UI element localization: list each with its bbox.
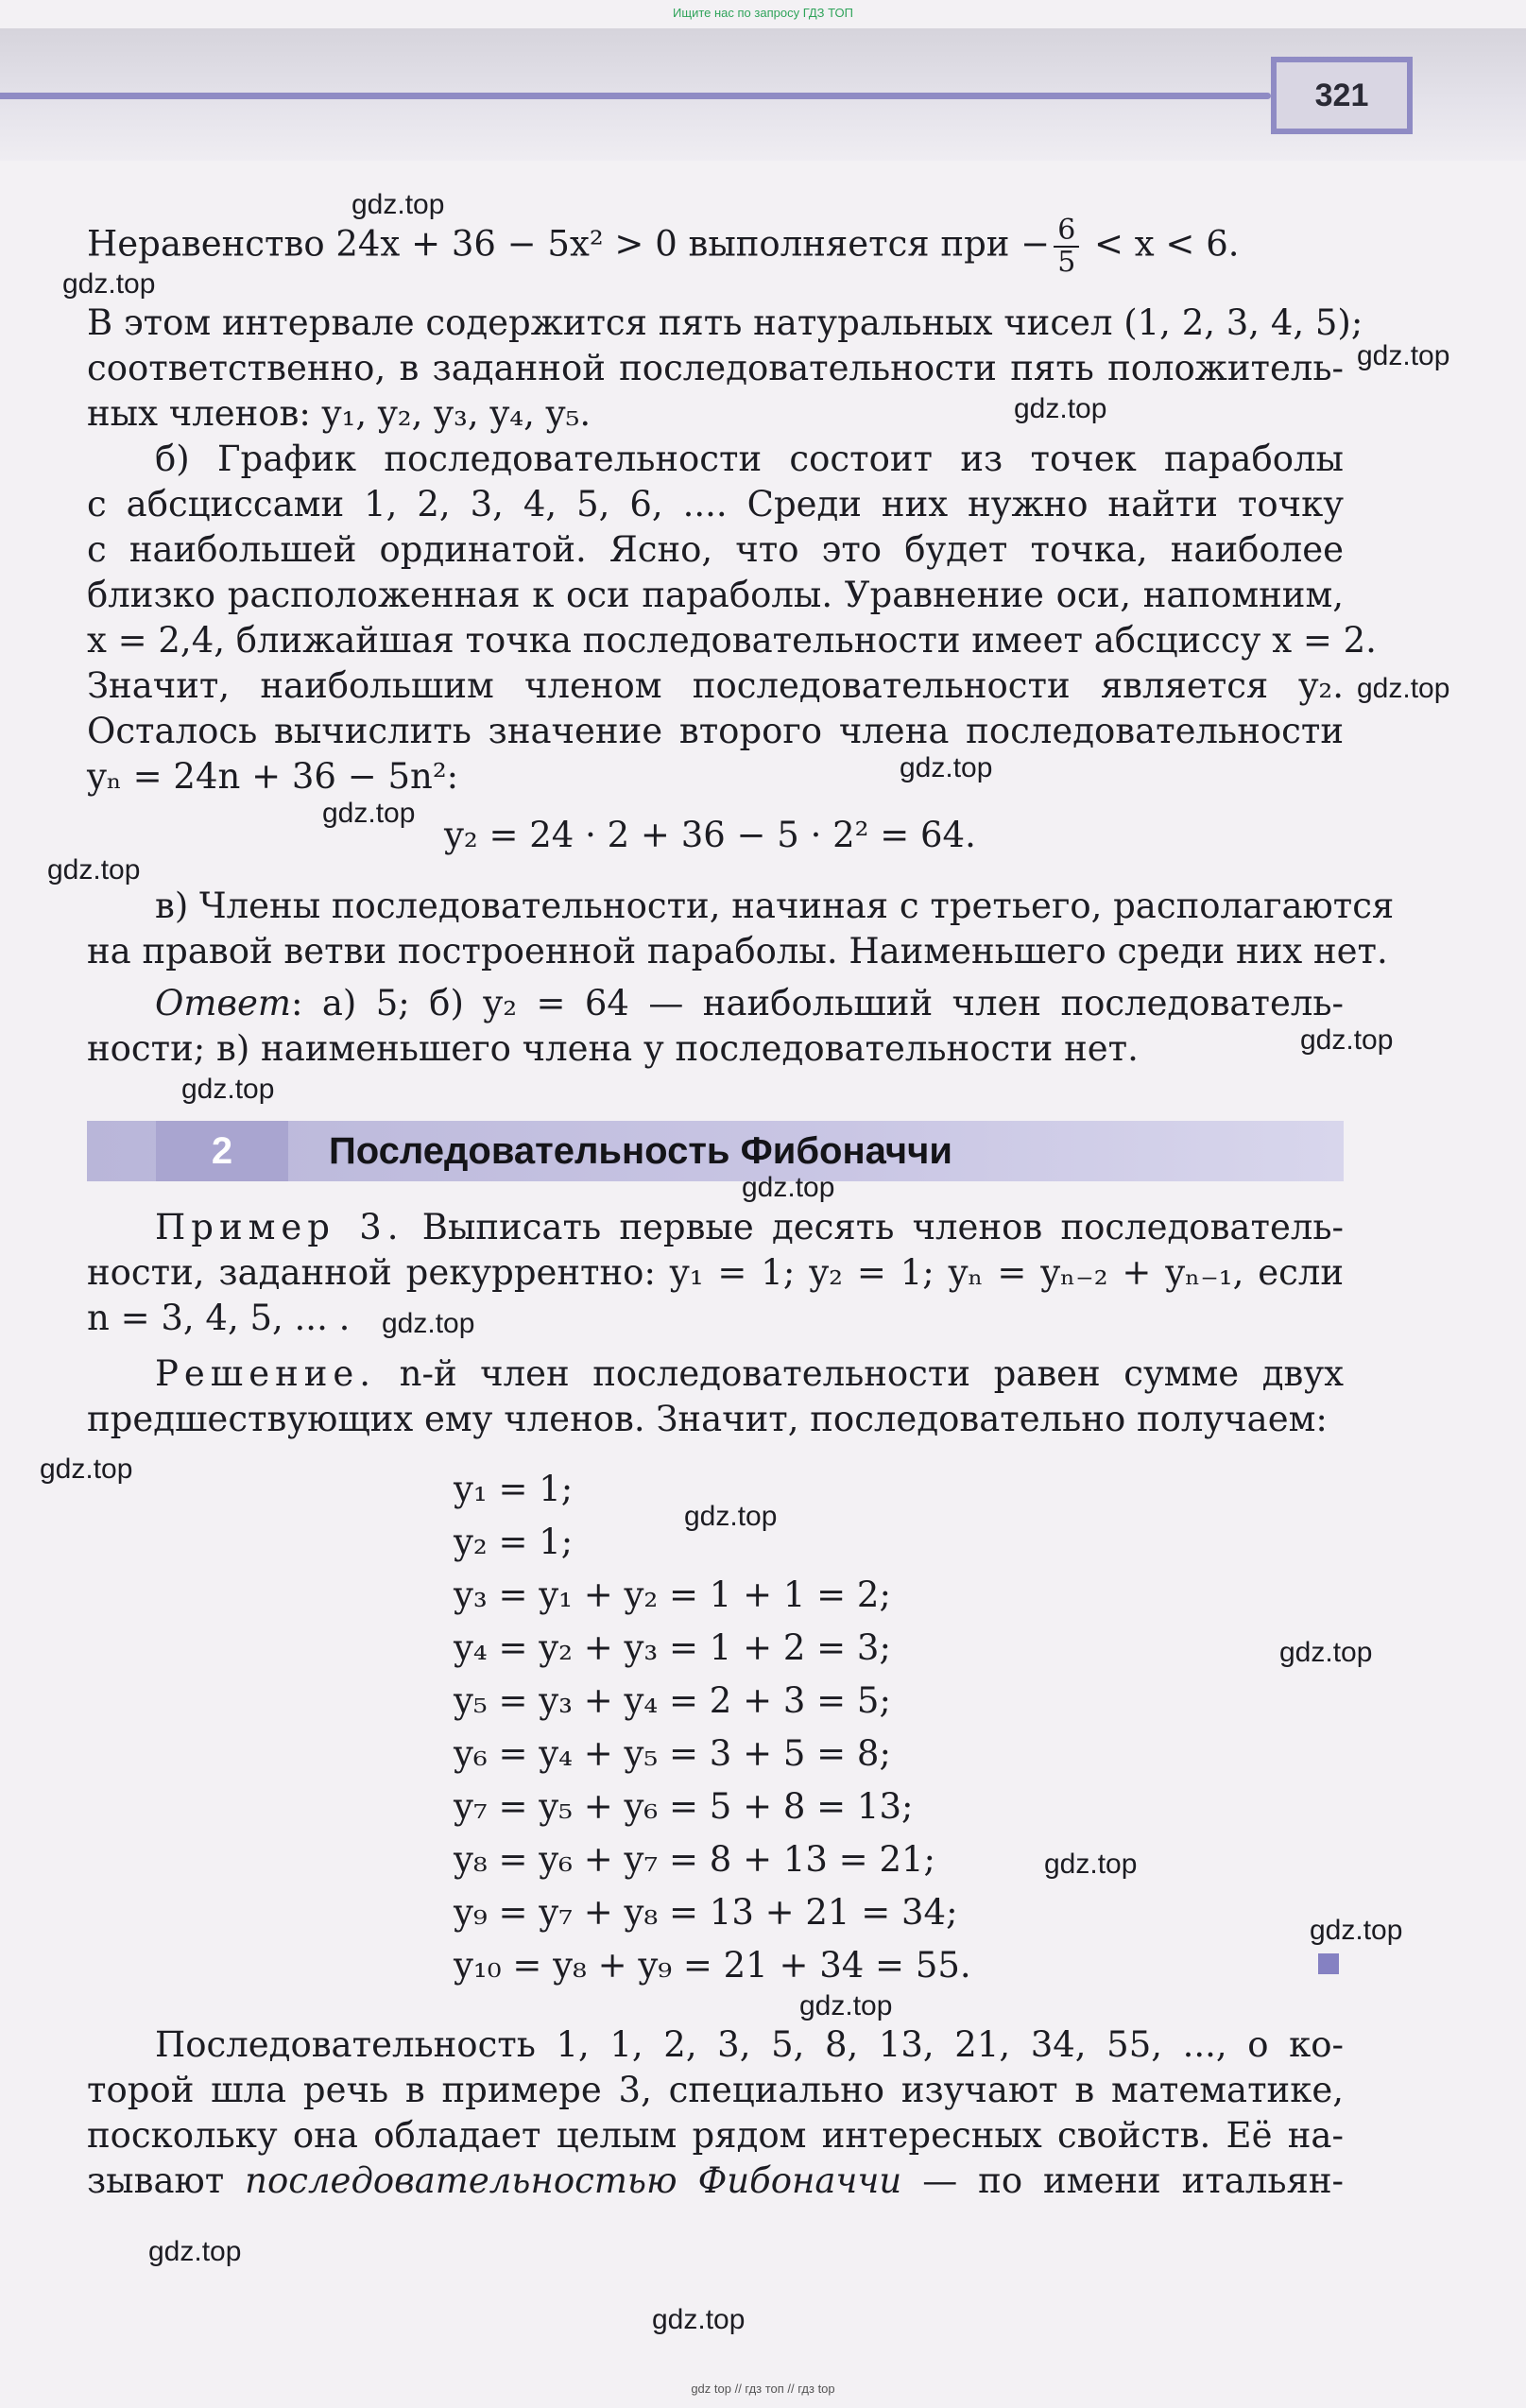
text-line: в) Члены последовательности, начиная с третьего, располагаются [155, 886, 1395, 926]
top-note: Ищите нас по запросу ГДЗ ТОП [673, 6, 853, 20]
inequality-text: Неравенство 24x + 36 − 5x² > 0 выполняется при − [87, 223, 1051, 265]
fraction [1054, 215, 1079, 278]
text-line: с абсциссами 1, 2, 3, 4, 5, 6, .... Среди них нужно найти точку [87, 484, 1344, 525]
solution-block [87, 1351, 1344, 1442]
text-fragment: зывают [87, 2160, 246, 2201]
watermark: gdz.top [351, 189, 445, 220]
watermark: gdz.top [1279, 1637, 1373, 1668]
sequence-line: y₁₀ = y₈ + y₉ = 21 + 34 = 55. [454, 1945, 971, 1986]
solution-text: n-й член последовательности равен сумме двух [376, 1353, 1344, 1394]
inequality-text-end: < x < 6. [1083, 223, 1240, 265]
watermark: gdz.top [62, 268, 156, 300]
paragraph-graph [87, 437, 1377, 800]
text-line: ных членов: y₁, y₂, y₃, y₄, y₅. [87, 393, 592, 434]
watermark: gdz.top [652, 2304, 746, 2335]
fraction-numerator: 6 [1054, 215, 1079, 248]
watermark: gdz.top [799, 1990, 893, 2021]
text-line: В этом интервале содержится пять натуральных чисел (1, 2, 3, 4, 5); [87, 302, 1363, 343]
sequence-line: y₅ = y₃ + y₄ = 2 + 3 = 5; [454, 1680, 891, 1721]
fibonacci-term: последовательностью Фибоначчи [245, 2160, 902, 2201]
solution-line [87, 1351, 1344, 1397]
footer-note: gdz top // гдз топ // гдз top [691, 2382, 835, 2396]
inequality-line [87, 214, 1344, 279]
answer-text: : а) 5; б) y₂ = 64 — наибольший член последователь- [290, 983, 1344, 1023]
text-line: с наибольшей ординатой. Ясно, что это будет точка, наиболее [87, 529, 1344, 570]
watermark: gdz.top [1044, 1849, 1138, 1880]
watermark: gdz.top [1357, 673, 1450, 704]
text-line: Значит, наибольшим членом последовательности является y₂. [87, 665, 1344, 706]
watermark: gdz.top [40, 1453, 133, 1485]
answer-line [87, 981, 1344, 1026]
watermark: gdz.top [47, 854, 141, 886]
text-line: n = 3, 4, 5, ... . [87, 1298, 351, 1338]
text-line: поскольку она обладает целым рядом интересных свойств. Её на- [87, 2115, 1344, 2156]
watermark: gdz.top [900, 752, 993, 783]
example-label: Пример 3. [155, 1207, 404, 1247]
text-line: торой шла речь в примере 3, специально изучают в математике, [87, 2070, 1344, 2110]
text-line: на правой ветви построенной параболы. Наименьшего среди них нет. [87, 931, 1388, 972]
equation-y2: y₂ = 24 · 2 + 36 − 5 · 2² = 64. [444, 815, 976, 855]
paragraph-interval [87, 301, 1363, 437]
text-line: б) График последовательности состоит из точек параболы [155, 439, 1344, 479]
watermark: gdz.top [742, 1172, 835, 1203]
watermark: gdz.top [1310, 1915, 1403, 1946]
solution-label: Решение. [155, 1353, 377, 1394]
header-rule [0, 93, 1271, 99]
section-number: 2 [156, 1121, 288, 1181]
text-line: предшествующих ему членов. Значит, последовательно получаем: [87, 1399, 1328, 1439]
section-title: Последовательность Фибоначчи [329, 1130, 952, 1172]
watermark: gdz.top [1014, 393, 1107, 424]
example-line [87, 1205, 1344, 1250]
answer-label: Ответ [155, 983, 291, 1023]
text-line: yₙ = 24n + 36 − 5n²: [87, 756, 459, 797]
text-fragment: — по имени итальян- [901, 2160, 1344, 2201]
page-number: 321 [1271, 57, 1413, 134]
answer-block [87, 981, 1344, 1072]
watermark: gdz.top [684, 1501, 778, 1532]
sequence-line: y₂ = 1; [454, 1522, 574, 1562]
paragraph-right-branch [87, 884, 1395, 974]
text-line: Последовательность 1, 1, 2, 3, 5, 8, 13, 21, 34, 55, ..., о ко- [155, 2024, 1344, 2065]
sequence-line: y₆ = y₄ + y₅ = 3 + 5 = 8; [454, 1733, 891, 1774]
example-text: Выписать первые десять членов последователь- [403, 1207, 1344, 1247]
text-line: Осталось вычислить значение второго члена последовательности [87, 711, 1344, 751]
paragraph-fibonacci [87, 2022, 1344, 2204]
watermark: gdz.top [1300, 1024, 1394, 1056]
example-block [87, 1205, 1344, 1341]
sequence-line: y₉ = y₇ + y₈ = 13 + 21 = 34; [454, 1892, 958, 1933]
sequence-line: y₄ = y₂ + y₃ = 1 + 2 = 3; [454, 1627, 891, 1668]
sequence-line: y₈ = y₆ + y₇ = 8 + 13 = 21; [454, 1839, 935, 1880]
text-line: ности; в) наименьшего члена у последовательности нет. [87, 1028, 1139, 1069]
text-line: x = 2,4, ближайшая точка последовательности имеет абсциссу x = 2. [87, 620, 1377, 661]
sequence-line: y₇ = y₅ + y₆ = 5 + 8 = 13; [454, 1786, 914, 1827]
watermark: gdz.top [382, 1308, 475, 1339]
paragraph-inequality [87, 214, 1344, 279]
watermark: gdz.top [1357, 340, 1450, 371]
fraction-denominator: 5 [1057, 246, 1076, 279]
watermark: gdz.top [148, 2236, 242, 2267]
text-line: ности, заданной рекуррентно: y₁ = 1; y₂ = 1; yₙ = yₙ₋₂ + yₙ₋₁, если [87, 1252, 1344, 1293]
text-line: близко расположенная к оси параболы. Уравнение оси, напомним, [87, 575, 1344, 615]
text-line [87, 2159, 1344, 2204]
sequence-line: y₃ = y₁ + y₂ = 1 + 1 = 2; [454, 1574, 891, 1615]
end-of-solution-marker [1318, 1953, 1339, 1974]
watermark: gdz.top [181, 1074, 275, 1105]
watermark: gdz.top [322, 798, 416, 829]
text-line: соответственно, в заданной последовательности пять положитель- [87, 348, 1344, 388]
sequence-line: y₁ = 1; [454, 1469, 574, 1509]
